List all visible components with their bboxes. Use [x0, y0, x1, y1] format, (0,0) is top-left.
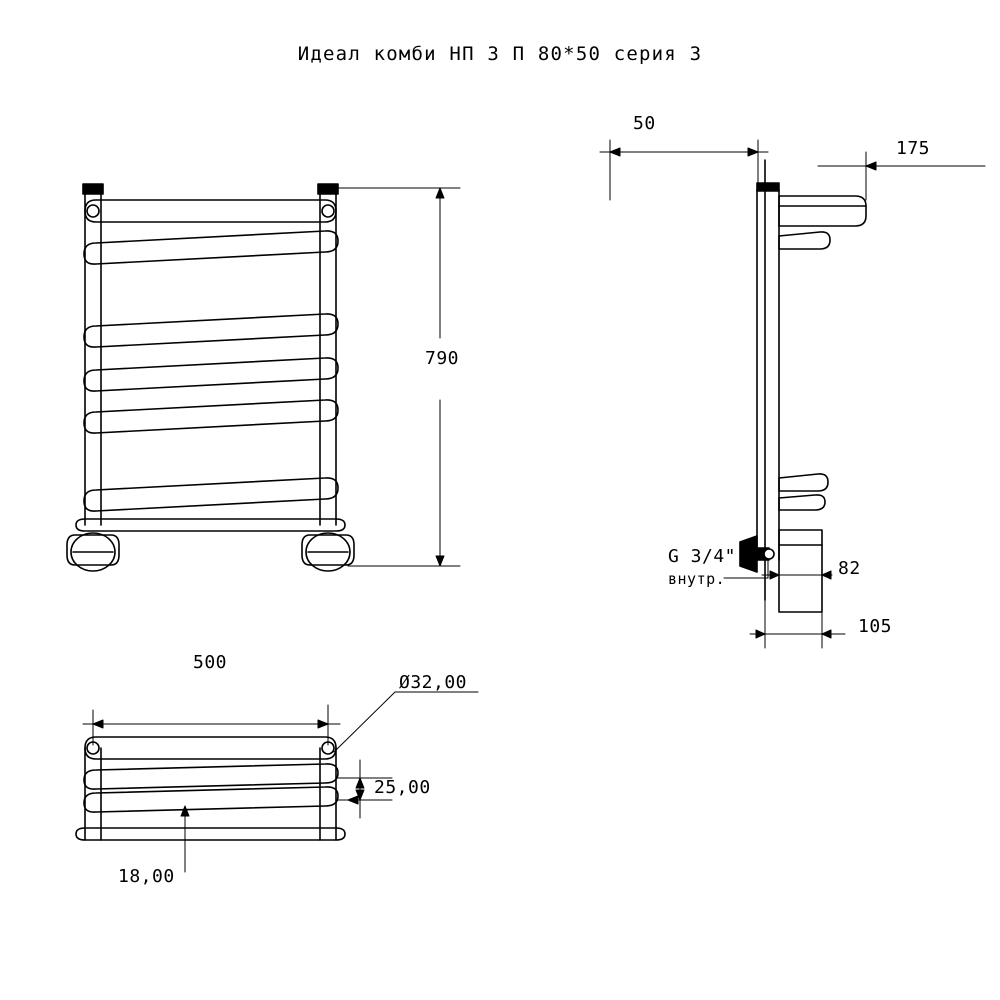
dimension-diameter-32 — [334, 692, 478, 752]
dimension-label-500: 500 — [193, 652, 228, 673]
dimension-18 — [181, 806, 189, 872]
dimension-label-790: 790 — [425, 348, 460, 369]
dimension-label-175: 175 — [896, 138, 931, 159]
dimension-790 — [338, 188, 460, 566]
front-view — [67, 184, 354, 571]
dimension-label-18: 18,00 — [118, 866, 175, 887]
dimension-label-diameter-32: Ø32,00 — [399, 672, 468, 693]
dimension-label-105: 105 — [858, 616, 893, 637]
dimension-175 — [818, 152, 985, 200]
dimension-105 — [750, 600, 845, 648]
dimension-label-25: 25,00 — [374, 777, 431, 798]
dimension-82 — [762, 560, 832, 600]
thread-label-size: G 3/4" — [668, 546, 737, 567]
side-view — [740, 160, 866, 612]
thread-label-type: внутр. — [668, 570, 726, 588]
dimension-label-82: 82 — [838, 558, 861, 579]
dimension-label-50: 50 — [633, 113, 656, 134]
dimension-500 — [83, 705, 340, 745]
dimension-50 — [600, 140, 768, 200]
top-view — [76, 737, 345, 840]
drawing-title: Идеал комби НП 3 П 80*50 серия 3 — [297, 43, 703, 65]
